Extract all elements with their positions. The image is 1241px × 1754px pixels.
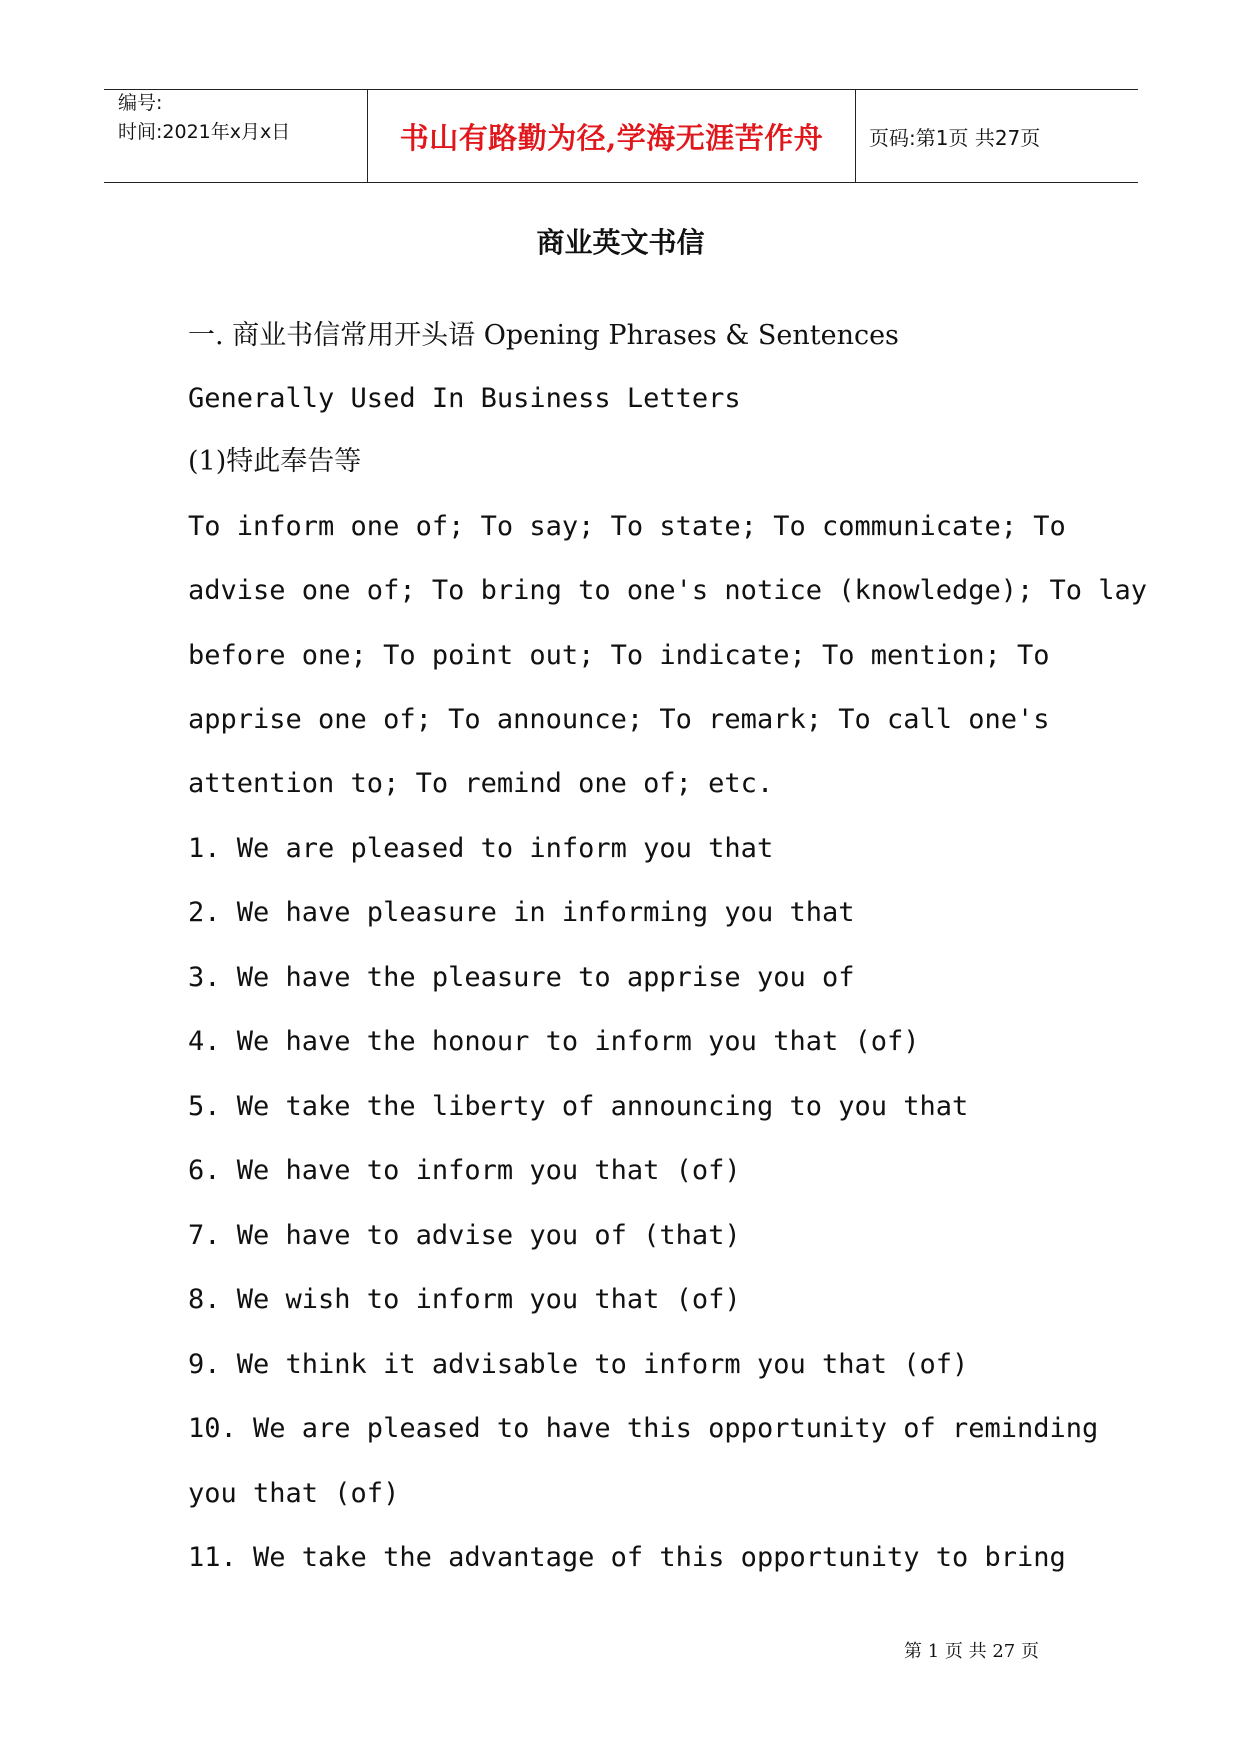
header-table — [104, 89, 1138, 183]
list-item: 6. We have to inform you that (of) — [188, 1155, 741, 1186]
list-item: you that (of) — [188, 1478, 400, 1509]
intro-line: advise one of; To bring to one's notice (knowledge); To lay — [188, 575, 1148, 606]
list-item: 8. We wish to inform you that (of) — [188, 1284, 741, 1315]
intro-line: before one; To point out; To indicate; To mention; To — [188, 640, 1050, 671]
section-heading: 一. 商业书信常用开头语 Opening Phrases & Sentences — [188, 320, 899, 351]
list-item: 3. We have the pleasure to apprise you of — [188, 962, 855, 993]
page-footer: 第 1 页 共 27 页 — [904, 1641, 1039, 1662]
list-item: 1. We are pleased to inform you that — [188, 833, 774, 864]
list-item: 5. We take the liberty of announcing to you that — [188, 1091, 969, 1122]
header-info-cell — [104, 90, 368, 182]
list-item: 10. We are pleased to have this opportunity of reminding — [188, 1413, 1099, 1444]
section-heading-continued: Generally Used In Business Letters — [188, 383, 741, 414]
list-item: 4. We have the honour to inform you that (of) — [188, 1026, 920, 1057]
intro-line: To inform one of; To say; To state; To communicate; To — [188, 511, 1066, 542]
header-page-cell — [856, 90, 1138, 182]
list-item: 2. We have pleasure in informing you that — [188, 897, 855, 928]
document-time-label: 时间:2021年x月x日 — [118, 121, 291, 143]
list-item: 7. We have to advise you of (that) — [188, 1220, 741, 1251]
motto-text: 书山有路勤为径,学海无涯苦作舟 — [399, 120, 824, 155]
document-title: 商业英文书信 — [536, 226, 705, 259]
document-number-label: 编号: — [118, 92, 163, 114]
page-code-label: 页码:第1页 共27页 — [869, 125, 1041, 150]
list-item: 9. We think it advisable to inform you that (of) — [188, 1349, 969, 1380]
intro-line: attention to; To remind one of; etc. — [188, 768, 774, 799]
subheading: (1)特此奉告等 — [188, 446, 362, 477]
intro-line: apprise one of; To announce; To remark; To call one's — [188, 704, 1050, 735]
header-motto-cell — [368, 90, 856, 182]
list-item: 11. We take the advantage of this opportunity to bring — [188, 1542, 1066, 1573]
